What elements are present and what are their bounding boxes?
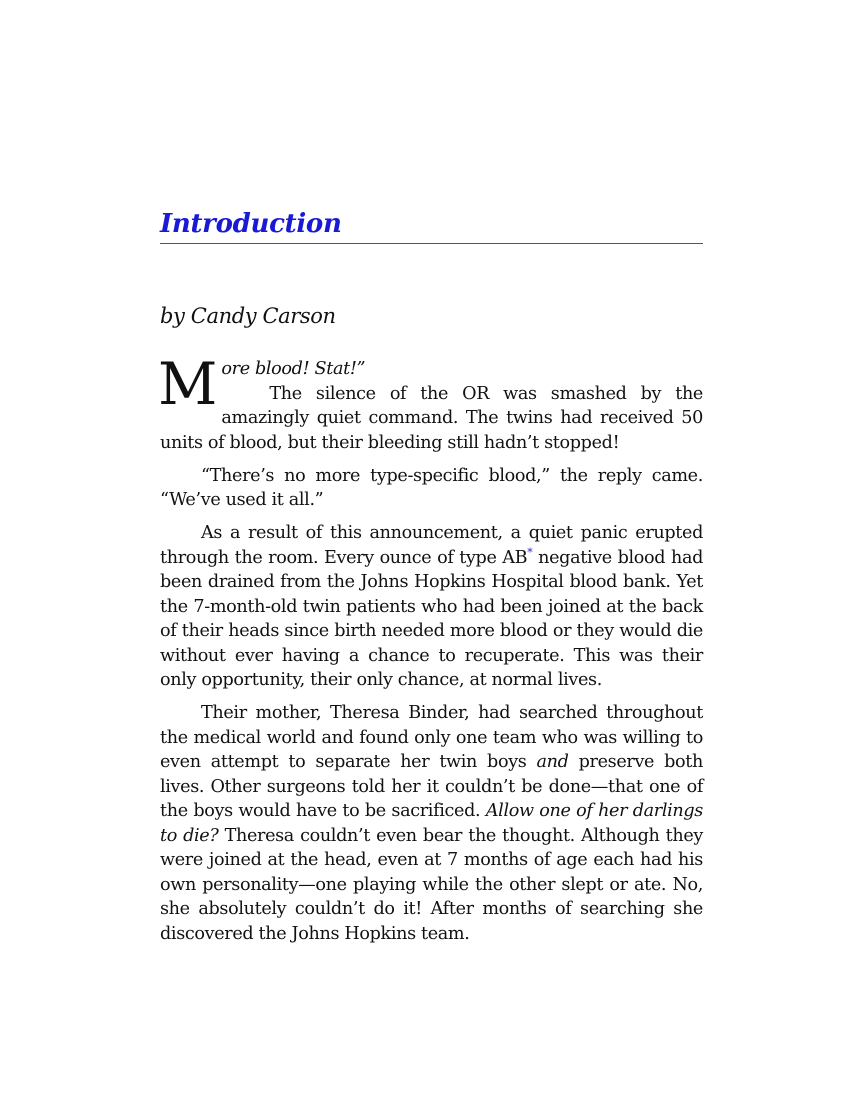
- paragraph-4-text-b: preserve both lives. Other surgeons told her it couldn’t be done—that one of the boys would have to be sacrificed.: [160, 752, 703, 821]
- drop-cap: M: [158, 350, 218, 418]
- title-divider: [160, 243, 703, 244]
- paragraph-3-text-b: negative blood had been drained from the Johns Hopkins Hospital blood bank. Yet the 7-month-old twin patients who had been joined at the back of their heads since birth needed more blood or they would die without ever having a chance to recuperate. This was their only opportunity, their only chance, at normal lives.: [160, 547, 703, 690]
- paragraph-4-text-c: Theresa couldn’t even bear the thought. Although they were joined at the head, even at 7 months of age each had his own personality—one playing while the other slept or ate. No, she absolutely couldn’t do it! After months of searching she discovered the Johns Hopkins team.: [160, 825, 703, 944]
- paragraph-4: [160, 701, 703, 946]
- opening-quote: ore blood! Stat!”: [221, 359, 366, 379]
- paragraph-4-emphasis-b: Allow one of her darlings to die?: [160, 801, 703, 846]
- paragraph-2: “There’s no more type-specific blood,” the reply came. “We’ve used it all.”: [160, 465, 703, 510]
- body-text: [158, 350, 703, 955]
- opening-quote-line: [160, 357, 703, 382]
- paragraph-4-emphasis-a: and: [536, 752, 569, 772]
- chapter-title: Introduction: [160, 209, 342, 239]
- author-byline: by Candy Carson: [160, 304, 336, 328]
- footnote-link[interactable]: *: [527, 545, 533, 559]
- paragraph-3-text-a: As a result of this announcement, a quiet panic erupted through the room. Every ounce of type AB: [160, 523, 703, 568]
- paragraph-1: [158, 350, 703, 455]
- paragraph-1-text: The silence of the OR was smashed by the amazingly quiet command. The twins had received 50 units of blood, but their bleeding still hadn’t stopped!: [160, 383, 703, 453]
- paragraph-3: [160, 521, 703, 693]
- paragraph-4-text-a: Their mother, Theresa Binder, had searched throughout the medical world and found only one team who was willing to even attempt to separate her twin boys: [160, 703, 703, 772]
